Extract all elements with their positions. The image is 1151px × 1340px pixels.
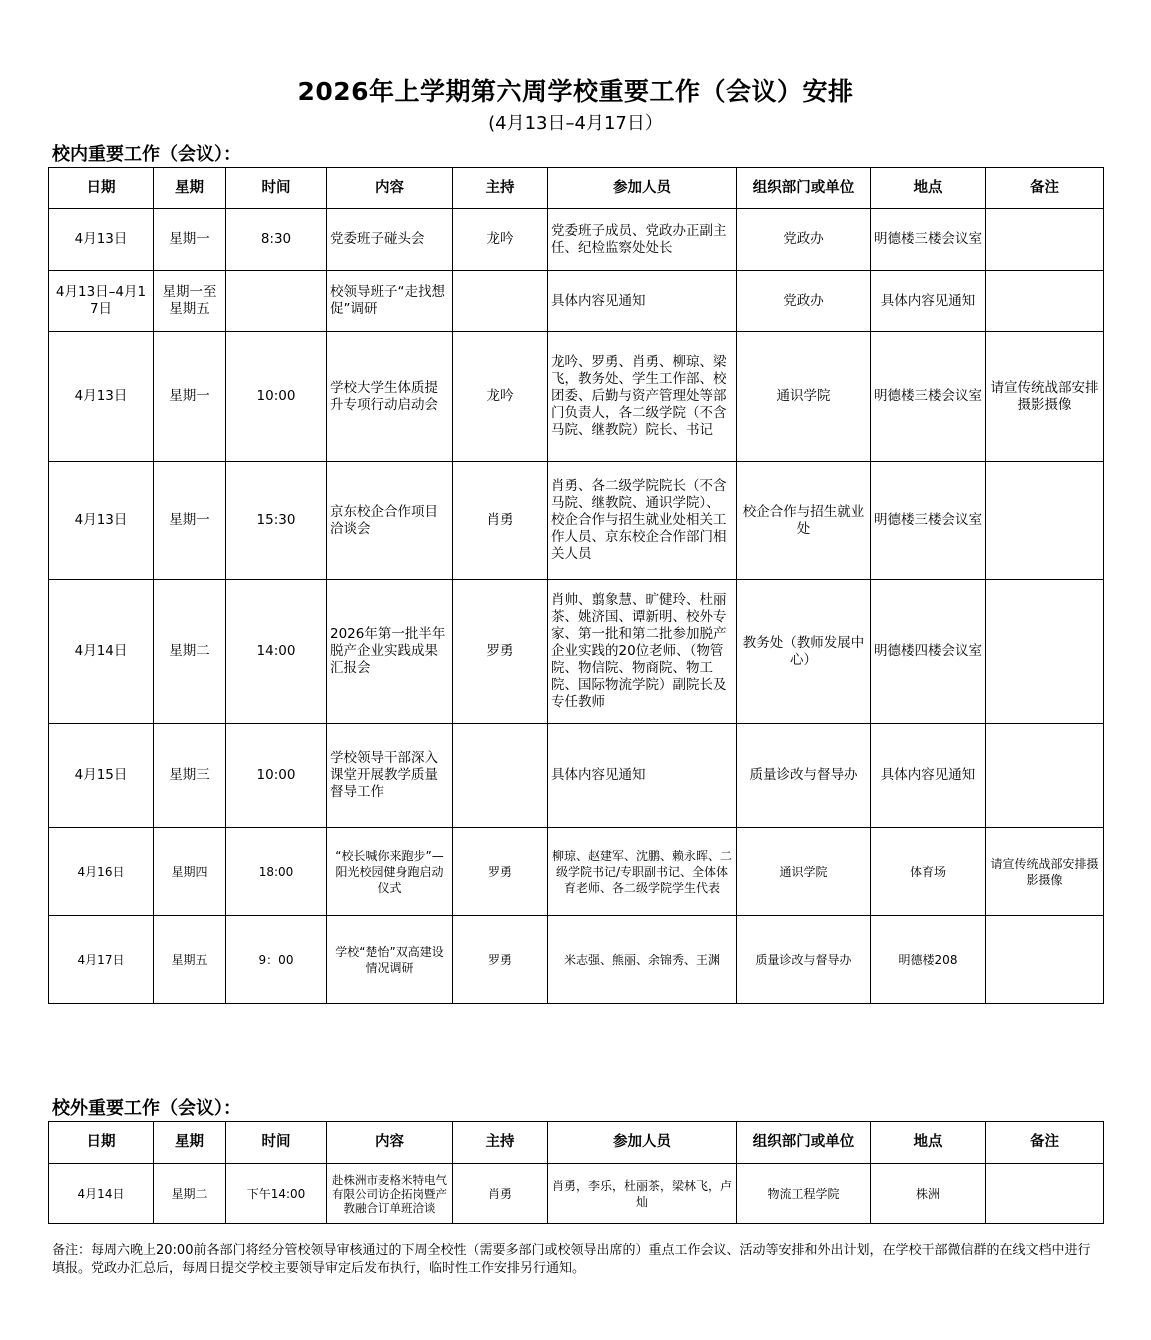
cell-org: 质量诊改与督导办: [737, 916, 871, 1004]
cell-date: 4月13日: [49, 209, 154, 271]
header-time: 时间: [226, 1122, 327, 1164]
page-title: 2026年上学期第六周学校重要工作（会议）安排: [297, 77, 854, 106]
cell-attendees: 肖勇、各二级学院院长（不含马院、继教院、通识学院）、校企合作与招生就业处相关工作人员、京东校企合作部门相关人员: [548, 462, 737, 580]
cell-time: 8:30: [226, 209, 327, 271]
cell-content: 赴株洲市麦格米特电气有限公司访企拓岗暨产教融合订单班洽谈: [327, 1164, 453, 1224]
cell-date: 4月14日: [49, 1164, 154, 1224]
cell-time: 下午14:00: [226, 1164, 327, 1224]
cell-weekday: 星期一: [154, 462, 226, 580]
cell-content: 2026年第一批半年脱产企业实践成果汇报会: [327, 580, 453, 724]
table-row: [49, 462, 1104, 580]
cell-host: 龙吟: [453, 332, 548, 462]
table-row: [49, 828, 1104, 916]
cell-date: 4月17日: [49, 916, 154, 1004]
header-host: 主持: [453, 168, 548, 209]
cell-attendees: 柳琼、赵建军、沈鹏、赖永晖、二级学院书记/专职副书记、全体体育老师、各二级学院学生代表: [548, 828, 737, 916]
header-place: 地点: [871, 168, 986, 209]
cell-remark: [986, 271, 1104, 332]
cell-host: 肖勇: [453, 1164, 548, 1224]
cell-date: 4月16日: [49, 828, 154, 916]
header-place: 地点: [871, 1122, 986, 1164]
cell-attendees: 龙吟、罗勇、肖勇、柳琼、梁飞，教务处、学生工作部、校团委、后勤与资产管理处等部门负责人，各二级学院（不含马院、继教院）院长、书记: [548, 332, 737, 462]
cell-place: 明德楼三楼会议室: [871, 332, 986, 462]
cell-content: “校长喊你来跑步”—阳光校园健身跑启动仪式: [327, 828, 453, 916]
cell-weekday: 星期五: [154, 916, 226, 1004]
table-row: [49, 724, 1104, 828]
cell-time: 10:00: [226, 724, 327, 828]
cell-host: 罗勇: [453, 580, 548, 724]
table-header-row: [49, 168, 1104, 209]
cell-remark: [986, 724, 1104, 828]
cell-remark: [986, 462, 1104, 580]
cell-weekday: 星期四: [154, 828, 226, 916]
cell-content: 学校“楚怡”双高建设情况调研: [327, 916, 453, 1004]
cell-org: 通识学院: [737, 332, 871, 462]
cell-remark: 请宣传统战部安排摄影摄像: [986, 828, 1104, 916]
cell-weekday: 星期二: [154, 1164, 226, 1224]
cell-host: [453, 724, 548, 828]
cell-remark: [986, 916, 1104, 1004]
header-org: 组织部门或单位: [737, 1122, 871, 1164]
table-row: [49, 916, 1104, 1004]
cell-org: 党政办: [737, 271, 871, 332]
header-host: 主持: [453, 1122, 548, 1164]
header-date: 日期: [49, 168, 154, 209]
cell-weekday: 星期一: [154, 332, 226, 462]
cell-time: 14:00: [226, 580, 327, 724]
table-row: [49, 332, 1104, 462]
table-header-row: [49, 1122, 1104, 1164]
footer-note: 备注：每周六晚上20:00前各部门将经分管校领导审核通过的下周全校性（需要多部门或校领导出席的）重点工作会议、活动等安排和外出计划，在学校干部微信群的在线文档中进行填报。党政办汇总后，每周日提交学校主要领导审定后发布执行，临时性工作安排另行通知。: [52, 1243, 1091, 1276]
cell-remark: [986, 580, 1104, 724]
cell-host: 罗勇: [453, 916, 548, 1004]
table-row: [49, 209, 1104, 271]
table-row: [49, 1164, 1104, 1224]
cell-attendees: 米志强、熊丽、余锦秀、王渊: [548, 916, 737, 1004]
cell-date: 4月13日–4月17日: [49, 271, 154, 332]
cell-place: 株洲: [871, 1164, 986, 1224]
cell-weekday: 星期一: [154, 209, 226, 271]
cell-content: 校领导班子“走找想促”调研: [327, 271, 453, 332]
internal-schedule-table: [48, 167, 1104, 1004]
cell-org: 物流工程学院: [737, 1164, 871, 1224]
header-weekday: 星期: [154, 1122, 226, 1164]
cell-place: 明德楼208: [871, 916, 986, 1004]
external-schedule-table: [48, 1121, 1104, 1224]
header-attendees: 参加人员: [548, 1122, 737, 1164]
cell-content: 学校大学生体质提升专项行动启动会: [327, 332, 453, 462]
cell-host: 肖勇: [453, 462, 548, 580]
cell-host: 龙吟: [453, 209, 548, 271]
cell-content: 党委班子碰头会: [327, 209, 453, 271]
cell-date: 4月15日: [49, 724, 154, 828]
table-row: [49, 271, 1104, 332]
cell-place: 明德楼三楼会议室: [871, 209, 986, 271]
cell-attendees: 具体内容见通知: [548, 271, 737, 332]
cell-attendees: 肖帅、翦象慧、旷健玲、杜丽茶、姚济国、谭新明、校外专家、第一批和第二批参加脱产企业实践的20位老师、（物管院、物信院、物商院、物工院、国际物流学院）副院长及专任教师: [548, 580, 737, 724]
header-date: 日期: [49, 1122, 154, 1164]
cell-org: 党政办: [737, 209, 871, 271]
cell-remark: 请宣传统战部安排摄影摄像: [986, 332, 1104, 462]
cell-date: 4月13日: [49, 332, 154, 462]
header-remark: 备注: [986, 168, 1104, 209]
cell-place: 明德楼三楼会议室: [871, 462, 986, 580]
cell-time: 9：00: [226, 916, 327, 1004]
cell-org: 质量诊改与督导办: [737, 724, 871, 828]
cell-org: 校企合作与招生就业处: [737, 462, 871, 580]
cell-attendees: 肖勇，李乐，杜丽茶，梁林飞，卢灿: [548, 1164, 737, 1224]
cell-attendees: 具体内容见通知: [548, 724, 737, 828]
cell-org: 通识学院: [737, 828, 871, 916]
cell-host: 罗勇: [453, 828, 548, 916]
header-content: 内容: [327, 168, 453, 209]
header-remark: 备注: [986, 1122, 1104, 1164]
cell-content: 学校领导干部深入课堂开展教学质量督导工作: [327, 724, 453, 828]
cell-place: 体育场: [871, 828, 986, 916]
header-time: 时间: [226, 168, 327, 209]
header-content: 内容: [327, 1122, 453, 1164]
cell-place: 具体内容见通知: [871, 271, 986, 332]
cell-time: 15:30: [226, 462, 327, 580]
cell-date: 4月13日: [49, 462, 154, 580]
cell-remark: [986, 1164, 1104, 1224]
cell-date: 4月14日: [49, 580, 154, 724]
cell-attendees: 党委班子成员、党政办正副主任、纪检监察处处长: [548, 209, 737, 271]
cell-host: [453, 271, 548, 332]
cell-weekday: 星期三: [154, 724, 226, 828]
cell-time: [226, 271, 327, 332]
cell-content: 京东校企合作项目洽谈会: [327, 462, 453, 580]
cell-place: 明德楼四楼会议室: [871, 580, 986, 724]
cell-weekday: 星期二: [154, 580, 226, 724]
cell-org: 教务处（教师发展中心）: [737, 580, 871, 724]
external-section-heading: 校外重要工作（会议）：: [52, 1098, 241, 1119]
cell-place: 具体内容见通知: [871, 724, 986, 828]
cell-remark: [986, 209, 1104, 271]
header-weekday: 星期: [154, 168, 226, 209]
header-attendees: 参加人员: [548, 168, 737, 209]
cell-time: 18:00: [226, 828, 327, 916]
cell-time: 10:00: [226, 332, 327, 462]
cell-weekday: 星期一至星期五: [154, 271, 226, 332]
page-subtitle: (4月13日–4月17日）: [488, 113, 663, 134]
table-row: [49, 580, 1104, 724]
internal-section-heading: 校内重要工作（会议）：: [52, 144, 241, 165]
header-org: 组织部门或单位: [737, 168, 871, 209]
